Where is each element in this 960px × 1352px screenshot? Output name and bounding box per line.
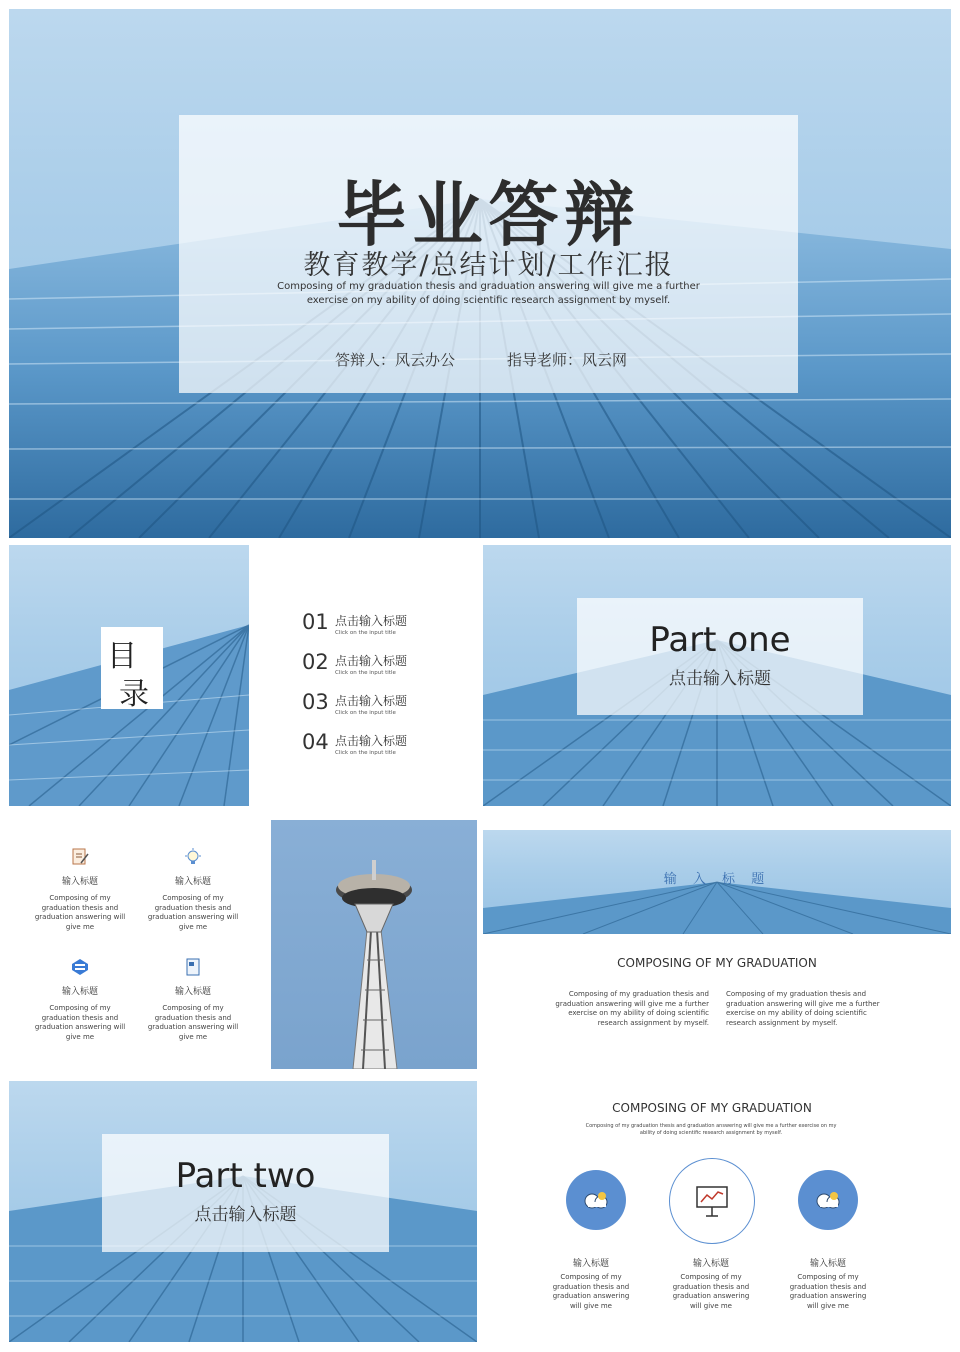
feature-text: Composing of my graduation thesis and graduation answering will give me [34, 894, 126, 931]
toc-title: 点击输入标题 [335, 694, 408, 708]
feature-text: Composing of my graduation thesis and graduation answering will give me [34, 1004, 126, 1041]
respondent: 答辩人：风云办公 [335, 351, 456, 369]
weather-icon [813, 1188, 843, 1212]
section-heading-2: COMPOSING OF MY GRADUATION [612, 1101, 812, 1115]
item-text: Composing of my graduation thesis and graduation answering will give me [552, 1273, 630, 1310]
toc-num: 03 [302, 690, 329, 714]
toc-title: 点击输入标题 [335, 654, 408, 668]
weather-icon [581, 1188, 611, 1212]
toc-num: 02 [302, 650, 329, 674]
toc-sub: Click on the input title [335, 750, 396, 756]
toc-list [300, 605, 460, 775]
feature-label: 输入标题 [61, 987, 98, 997]
item-label: 输入标题 [692, 1259, 729, 1269]
toc-char-2: 录 [119, 677, 149, 712]
book-icon [184, 958, 202, 976]
toc-sub: Click on the input title [335, 670, 396, 676]
part-subtitle: 点击输入标题 [669, 669, 771, 689]
banner-title: 输 入 标 题 [663, 872, 771, 887]
icon-grid [9, 820, 259, 1070]
toc-num: 04 [302, 730, 329, 754]
toc-label-box [101, 627, 163, 712]
english-line-1: Composing of my graduation thesis and graduation answering will give me a further [277, 281, 700, 292]
part-two-slide [9, 1081, 477, 1342]
chart-board-icon [694, 1184, 730, 1218]
part-title: Part two [175, 1156, 316, 1196]
circle-item-3[interactable] [798, 1170, 858, 1230]
item-text: Composing of my graduation thesis and graduation answering will give me [789, 1273, 867, 1310]
document-edit-icon [71, 848, 89, 866]
item-text: Composing of my graduation thesis and graduation answering will give me [672, 1273, 750, 1310]
part-subtitle: 点击输入标题 [194, 1205, 297, 1225]
column-left: Composing of my graduation thesis and graduation answering will give me a further exercise on my ability of doing scientific research assignment by myself. [555, 990, 709, 1027]
item-label: 输入标题 [572, 1259, 609, 1269]
banner-image [483, 830, 951, 934]
item-label: 输入标题 [809, 1259, 846, 1269]
cover-slide [9, 9, 951, 538]
part-panel [577, 598, 863, 715]
intro-text: Composing of my graduation thesis and graduation answering will give me a further exercise on my ability of doing scientific research assignment by myself. [585, 1123, 837, 1136]
feature-block [34, 958, 126, 1042]
toc-title: 点击输入标题 [335, 734, 408, 748]
part-panel [102, 1134, 389, 1252]
circle-item-2[interactable] [669, 1158, 755, 1244]
part-one-slide [483, 545, 951, 806]
toc-sub: Click on the input title [335, 630, 396, 636]
circle-item-1[interactable] [566, 1170, 626, 1230]
column-right: Composing of my graduation thesis and graduation answering will give me a further exercise on my ability of doing scientific research assignment by myself. [726, 990, 880, 1027]
toc-image [9, 545, 249, 806]
feature-label: 输入标题 [174, 877, 211, 887]
feature-block [147, 958, 239, 1042]
tower-image [271, 820, 477, 1069]
feature-label: 输入标题 [174, 987, 211, 997]
toc-sub: Click on the input title [335, 710, 396, 716]
advisor: 指导老师：风云网 [507, 351, 628, 369]
feature-block [147, 848, 239, 932]
feature-label: 输入标题 [61, 877, 98, 887]
part-title: Part one [649, 620, 791, 660]
english-line-2: exercise on my ability of doing scientific research assignment by myself. [306, 295, 671, 306]
subtitle: 教育教学/总结计划/工作汇报 [303, 250, 674, 281]
title-panel [179, 115, 798, 393]
layers-icon [71, 958, 89, 976]
page-title: 毕业答辩 [336, 174, 641, 256]
toc-char-1: 目 [107, 639, 137, 674]
toc-title: 点击输入标题 [335, 614, 408, 628]
feature-text: Composing of my graduation thesis and graduation answering will give me [147, 894, 239, 931]
feature-text: Composing of my graduation thesis and graduation answering will give me [147, 1004, 239, 1041]
feature-block [34, 848, 126, 932]
lightbulb-icon [184, 848, 202, 866]
toc-num: 01 [302, 610, 329, 634]
section-heading: COMPOSING OF MY GRADUATION [617, 956, 817, 970]
